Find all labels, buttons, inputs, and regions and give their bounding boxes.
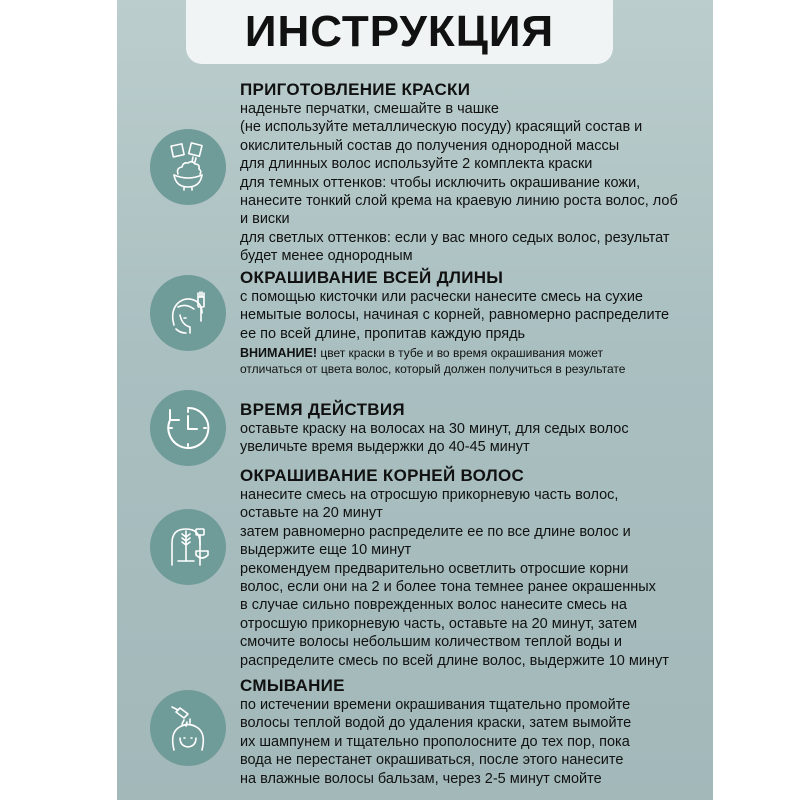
section-line: с помощью кисточки или расчески нанесите смесь на сухие [240, 289, 643, 305]
title-box [186, 0, 613, 64]
section-line: для длинных волос используйте 2 комплекта краски [240, 156, 593, 173]
warning-label: ВНИМАНИЕ! [240, 346, 317, 361]
section-line: будет менее однородным [240, 248, 413, 265]
mixing-bowl-icon [150, 129, 226, 205]
roots-dye-icon [150, 509, 226, 585]
section-time [240, 400, 629, 457]
section-line: волосы теплой водой до удаления краски, затем вымойте [240, 715, 632, 732]
section-line: окислительный состав до получения однородной массы [240, 137, 620, 154]
clock-icon [150, 390, 226, 466]
section-line: нанесите смесь на отросшую прикорневую часть волос, [240, 487, 619, 503]
section-line: вода не перестанет окрашиваться, после этого нанесите [240, 752, 624, 769]
section-line: отросшую прикорневую часть, оставьте на 20 минут, затем [240, 615, 638, 632]
section-line: (не используйте металлическую посуду) красящий состав и [240, 119, 643, 136]
section-line: затем равномерно распределите ее по все длине волос и [240, 523, 631, 540]
section-line: ее по всей длине, пропитав каждую прядь [240, 325, 526, 342]
section-line: наденьте перчатки, смешайте в чашке [240, 101, 499, 117]
section-line: в случае сильно поврежденных волос нанесите смесь на [240, 597, 627, 614]
section-line: волос, если они на 2 и более тона темнее ранее окрашенных [240, 579, 656, 596]
section-line: оставьте на 20 минут [240, 505, 383, 522]
section-heading: ВРЕМЯ ДЕЙСТВИЯ [240, 400, 405, 419]
section-line: для светлых оттенков: если у вас много седых волос, результат [240, 229, 670, 246]
section-heading: СМЫВАНИЕ [240, 676, 345, 695]
section-line: выдержите еще 10 минут [240, 542, 412, 559]
section-line: их шампунем и тщательно прополосните до тех пор, пока [240, 733, 630, 750]
section-line: увеличьте время выдержки до 40-45 минут [240, 439, 530, 456]
section-line: на влажные волосы бальзам, через 2-5 минут смойте [240, 770, 602, 787]
warning-note [240, 345, 669, 361]
section-line: оставьте краску на волосах на 30 минут, для седых волос [240, 421, 629, 437]
section-line: по истечении времени окрашивания тщательно промойте [240, 697, 631, 713]
section-line: для темных оттенков: чтобы исключить окрашивание кожи, [240, 174, 641, 191]
section-rinse [240, 676, 631, 788]
section-full-length [240, 268, 669, 377]
head-brush-icon [150, 275, 226, 351]
section-line: смочите волосы небольшим количеством теплой воды и [240, 634, 622, 651]
warning-text: отличаться от цвета волос, который должен получиться в результате [240, 362, 626, 377]
section-roots [240, 466, 669, 670]
shower-head-icon [150, 690, 226, 766]
section-line: немытые волосы, начиная с корней, равномерно распределите [240, 307, 670, 324]
section-prep [240, 80, 678, 266]
section-line: и виски [240, 211, 290, 228]
section-line: распределите смесь по всей длине волос, выдержите 10 минут [240, 652, 669, 669]
section-line: нанесите тонкий слой крема на краевую линию роста волос, лоб [240, 193, 678, 210]
section-heading: ОКРАШИВАНИЕ ВСЕЙ ДЛИНЫ [240, 268, 504, 287]
section-heading: ОКРАШИВАНИЕ КОРНЕЙ ВОЛОС [240, 466, 525, 485]
section-heading: ПРИГОТОВЛЕНИЕ КРАСКИ [240, 80, 471, 99]
page-title: ИНСТРУКЦИЯ [244, 7, 555, 56]
section-line: рекомендуем предварительно осветлить отросшие корни [240, 560, 629, 577]
warning-text: цвет краски в тубе и во время окрашивания может [317, 346, 604, 361]
